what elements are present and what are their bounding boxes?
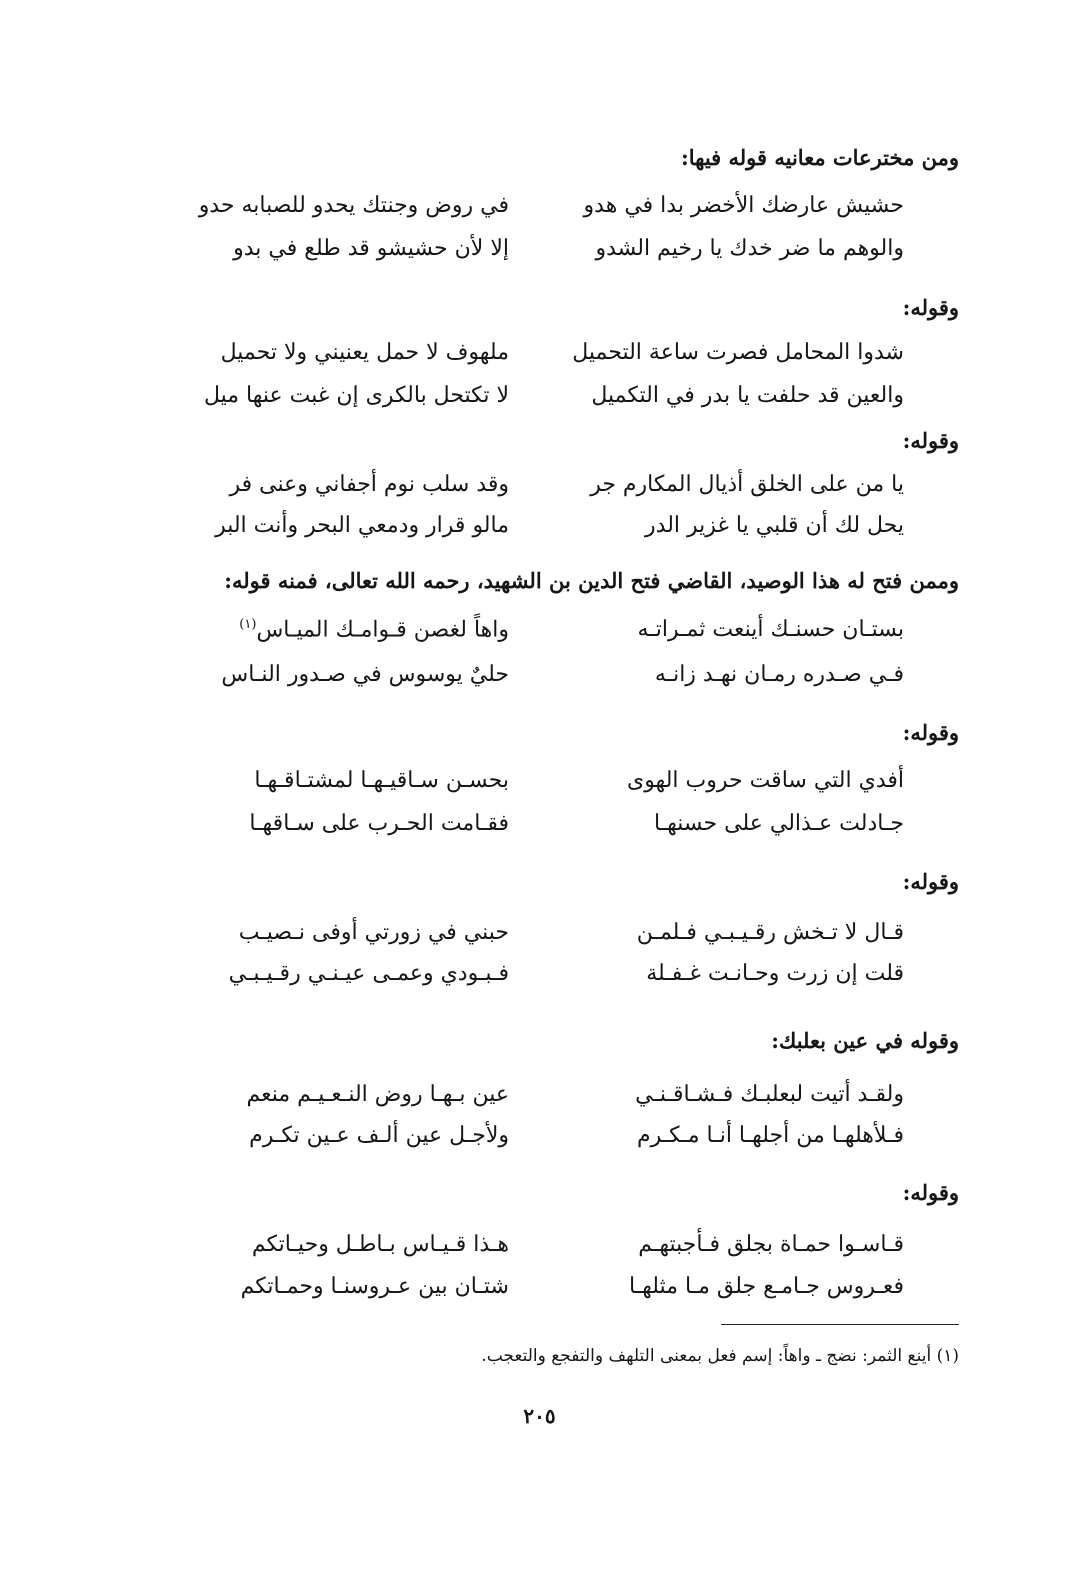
first-hemistich: قـاسـوا حمـاة بجلق فـأجبتهـم	[638, 1232, 904, 1257]
first-hemistich: ولقـد أتيت لبعلبـك فـشـاقـنـي	[635, 1082, 904, 1107]
section-heading: وقوله:	[902, 869, 959, 894]
second-hemistich: إلا لأن حشيشو قد طلع في بدو	[233, 236, 509, 261]
section-heading: وممن فتح له هذا الوصيد، القاضي فتح الدين بن الشهيد، رحمه الله تعالى، فمنه قوله:	[224, 568, 959, 593]
verse-line	[174, 1123, 904, 1157]
footnote-rule	[721, 1324, 959, 1325]
verse-line	[174, 617, 904, 651]
second-hemistich: في روض وجنتك يحدو للصبابه حدو	[198, 193, 509, 218]
second-hemistich: بحسـن سـاقيـهـا لمشتـاقـهـا	[254, 768, 509, 793]
verse-line	[174, 383, 904, 417]
second-hemistich: لا تكتحل بالكرى إن غبت عنها ميل	[203, 383, 509, 408]
section-heading: وقوله:	[902, 295, 959, 320]
section-heading: وقوله:	[902, 428, 959, 453]
first-hemistich: قلت إن زرت وحـانـت غـفـلة	[646, 961, 904, 986]
first-hemistich: يحل لك أن قلبي يا غزير الدر	[645, 513, 904, 538]
second-hemistich: عين بـهـا روض النـعـيـم منعم	[246, 1082, 509, 1107]
verse-line	[174, 662, 904, 696]
first-hemistich: فـي صـدره رمـان نهـد زانـه	[654, 662, 904, 687]
section-heading: وقوله:	[902, 720, 959, 745]
second-hemistich	[179, 617, 509, 642]
section-heading: وقوله:	[902, 1180, 959, 1205]
verse-line	[174, 340, 904, 374]
first-hemistich: بستـان حسنـك أينعت ثمـراتـه	[637, 617, 904, 642]
footnote-marker: (١)	[239, 617, 257, 632]
first-hemistich: حشيش عارضك الأخضر بدا في هدو	[583, 193, 904, 218]
second-hemistich: حبني في زورتي أوفى نـصيـب	[238, 920, 509, 945]
first-hemistich: والعين قد حلفت يا بدر في التكميل	[591, 383, 904, 408]
second-hemistich: شتـان بين عـروسنـا وحمـاتكم	[240, 1274, 509, 1299]
verse-line	[174, 811, 904, 845]
page-number: ٢٠٥	[523, 1404, 556, 1428]
verse-line	[174, 472, 904, 506]
verse-line	[174, 193, 904, 227]
second-hemistich: ولأجـل عين ألـف عـين تكـرم	[249, 1123, 509, 1148]
first-hemistich: جـادلت عـذالي على حسنهـا	[653, 811, 904, 836]
second-hemistich: فـبـودي وعمـى عيـنـي رقـيـبـي	[228, 961, 509, 986]
first-hemistich: فعـروس جـامـع جلق مـا مثلهـا	[628, 1274, 904, 1299]
second-hemistich: فقـامت الحـرب على سـاقهـا	[249, 811, 509, 836]
second-hemistich: مالو قرار ودمعي البحر وأنت البر	[215, 513, 509, 538]
section-heading: وقوله في عين بعلبك:	[771, 1028, 959, 1053]
verse-line	[174, 961, 904, 995]
first-hemistich: يا من على الخلق أذيال المكارم جر	[590, 472, 904, 497]
first-hemistich: شدوا المحامل فصرت ساعة التحميل	[572, 340, 904, 365]
first-hemistich: فـلأهلهـا من أجلهـا أنـا مـكـرم	[636, 1123, 904, 1148]
section-heading: ومن مخترعات معانيه قوله فيها:	[680, 145, 959, 170]
second-hemistich: حليٌ يوسوس في صـدور النـاس	[221, 662, 509, 687]
first-hemistich: أفدي التي ساقت حروب الهوى	[626, 768, 904, 793]
verse-line	[174, 920, 904, 954]
first-hemistich: قـال لا تـخش رقـيـبـي فـلمـن	[636, 920, 904, 945]
verse-line	[174, 768, 904, 802]
second-hemistich: وقد سلب نوم أجفاني وعنى فر	[229, 472, 509, 497]
second-hemistich: هـذا قـيـاس بـاطـل وحيـاتكم	[251, 1232, 509, 1257]
footnote: (١) أينع الثمر: نضج ـ واهاً: إسم فعل بمعنى التلهف والتفجع والتعجب.	[481, 1346, 959, 1366]
verse-line	[174, 1274, 904, 1308]
verse-line	[174, 1232, 904, 1266]
verse-line	[174, 1082, 904, 1116]
hemistich-text: واهاً لغصن قـوامـك الميـاس	[256, 617, 509, 643]
verse-line	[174, 236, 904, 270]
first-hemistich: والوهم ما ضر خدك يا رخيم الشدو	[595, 236, 904, 261]
second-hemistich: ملهوف لا حمل يعنيني ولا تحميل	[220, 340, 509, 365]
verse-line	[174, 513, 904, 547]
